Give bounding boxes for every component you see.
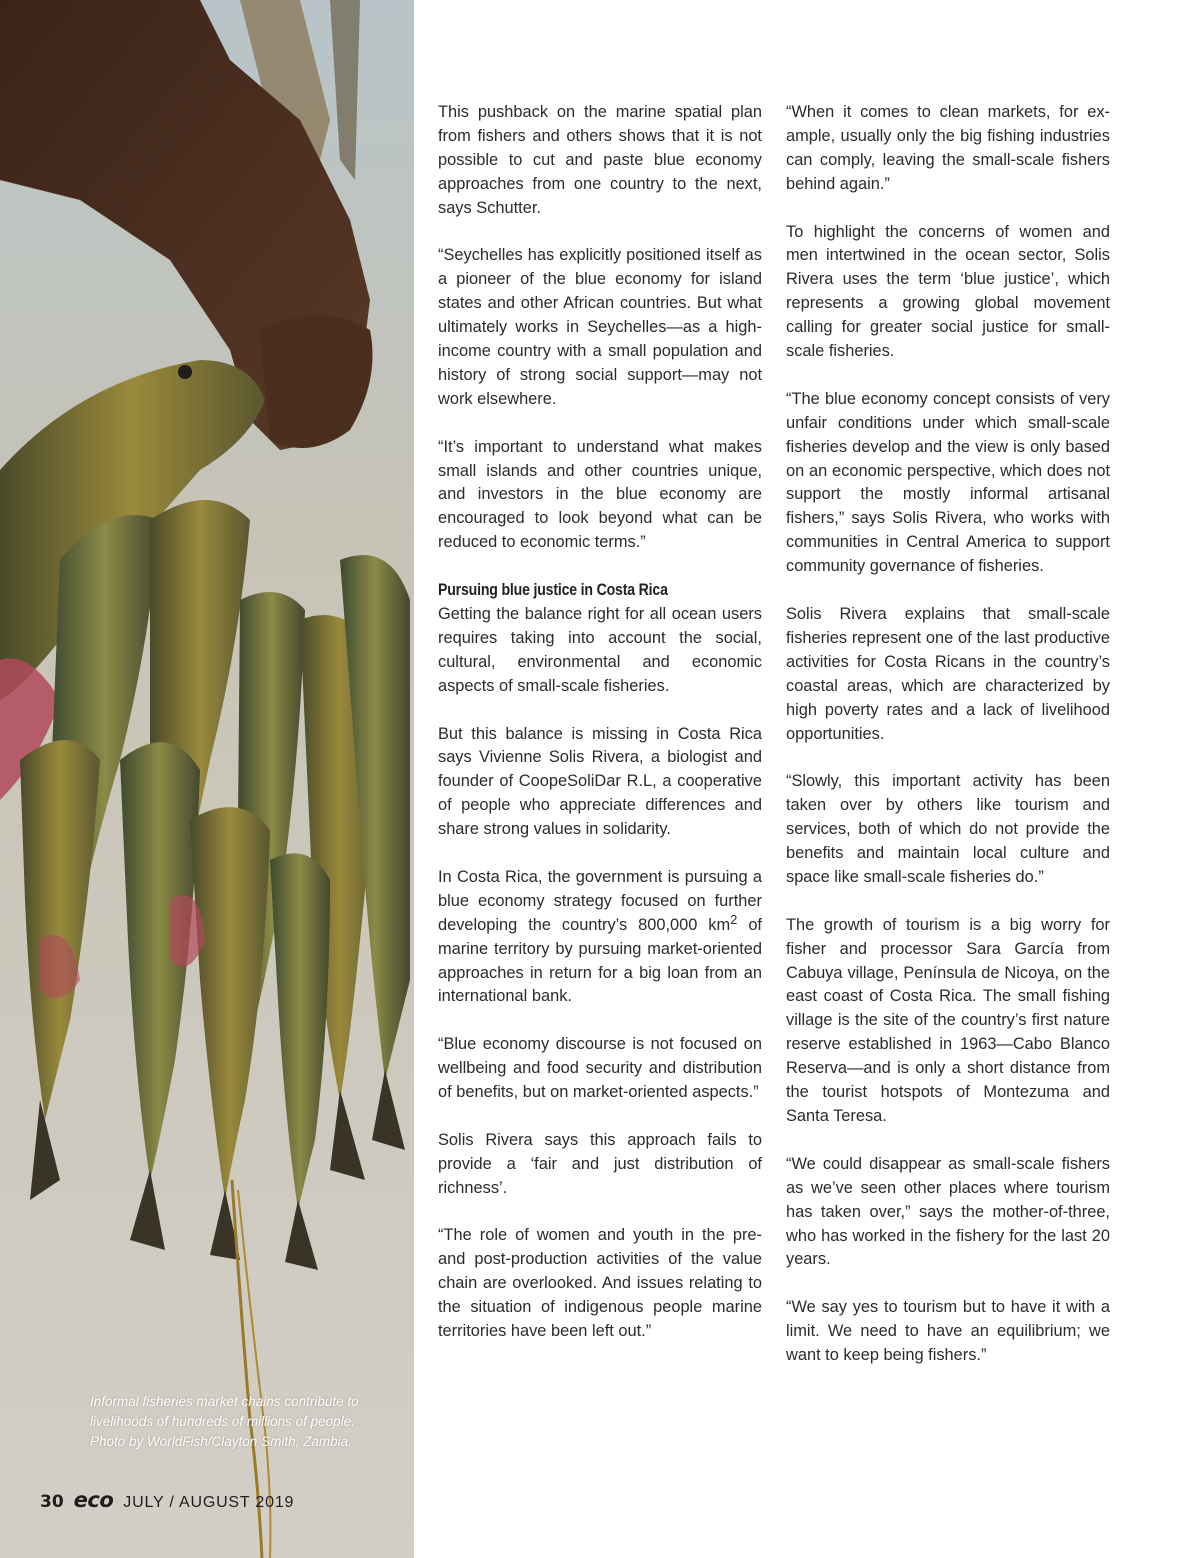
page-footer bbox=[40, 1488, 294, 1512]
paragraph: This pushback on the marine spatial plan from fishers and others shows that it is not possible to cut and paste blue economy approaches from one country to the next, says Schutter. bbox=[438, 103, 762, 217]
page-number: 30 bbox=[40, 1492, 64, 1512]
paragraph: “We say yes to tourism but to have it with a limit. We need to have an equilibrium; we want to keep being fishers.” bbox=[786, 1298, 1110, 1365]
paragraph: “The blue economy concept consists of very unfair conditions under which small-scale fisheries develop and the view is only based on an economic perspective, which does not support the mostly informal artisanal fishers,” says Solis Rivera, who works with communities in Central America to support community governance of fisheries. bbox=[786, 389, 1110, 576]
right-text-column bbox=[786, 101, 1110, 1368]
left-text-column bbox=[438, 101, 762, 1344]
section-heading: Pursuing blue justice in Costa Rica bbox=[438, 581, 668, 600]
photo-caption bbox=[90, 1392, 400, 1452]
paragraph-text: In Costa Rica, the government is pursuing a blue economy strategy focused on further developing the country’s 800,000 km bbox=[438, 867, 762, 934]
paragraph bbox=[438, 866, 762, 1009]
paragraph-text: of marine territory by pursuing market-oriented approaches in return for a big loan from an international bank. bbox=[438, 915, 762, 1006]
paragraph: “Blue economy discourse is not focused on wellbeing and food security and distribution of benefits, but on market-oriented aspects.” bbox=[438, 1035, 762, 1102]
paragraph: “Slowly, this important activity has been taken over by others like tourism and services, both of which do not provide the benefits and maintain local culture and space like small-scale fisheries do.” bbox=[786, 772, 1110, 886]
paragraph: The growth of tourism is a big worry for fisher and processor Sara García from Cabuya village, Península de Nicoya, on the east coast of Costa Rica. The small fishing village is the site of the country’s first nature reserve established in 1963—Cabo Blanco Reserva—and is only a short distance from the tourist hotspots of Montezuma and Santa Teresa. bbox=[786, 915, 1110, 1125]
paragraph: Solis Rivera explains that small-scale fisheries represent one of the last productive activities for Costa Ricans in the country’s coastal areas, which are characterized by high poverty rates and a lack of livelihood opportunities. bbox=[786, 604, 1110, 743]
caption-line: livelihoods of hundreds of millions of people. bbox=[90, 1414, 355, 1429]
paragraph: “The role of women and youth in the pre- and post-production activities of the value chain are overlooked. And issues relating to the situation of indigenous people marine territories have been left out.” bbox=[438, 1226, 762, 1341]
paragraph: Getting the balance right for all ocean users requires taking into account the social, cultural, environmental and economic aspects of small-scale fisheries. bbox=[438, 604, 762, 695]
fish-photo-illustration bbox=[0, 0, 414, 1558]
superscript: 2 bbox=[730, 911, 738, 927]
paragraph: “Seychelles has explicitly positioned itself as a pioneer of the blue economy for island states and other African countries. But what ultimately works in Seychelles—as a high-income country with a small population and history of strong social support—may not work elsewhere. bbox=[438, 246, 762, 408]
issue-date: JULY / AUGUST 2019 bbox=[123, 1494, 295, 1511]
fish-photo bbox=[0, 0, 414, 1558]
caption-line: Informal fisheries market chains contribute to bbox=[90, 1394, 359, 1409]
magazine-logo: eco bbox=[73, 1488, 114, 1512]
caption-line: Photo by WorldFish/Clayton Smith, Zambia. bbox=[90, 1434, 352, 1449]
paragraph: To highlight the concerns of women and men intertwined in the ocean sector, Solis Rivera uses the term ‘blue justice’, which represents a growing global movement calling for greater social justice for small-scale fisheries. bbox=[786, 222, 1110, 361]
paragraph: “It’s important to understand what makes small islands and other countries unique, and investors in the blue economy are encouraged to look beyond what can be reduced to economic terms.” bbox=[438, 437, 762, 552]
paragraph: “When it comes to clean markets, for example, usually only the big fishing industries can comply, leaving the small-scale fishers behind again.” bbox=[786, 103, 1110, 193]
paragraph: Solis Rivera says this approach fails to provide a ‘fair and just distribution of richness’. bbox=[438, 1130, 762, 1197]
paragraph: “We could disappear as small-scale fishers as we’ve seen other places where tourism has taken over,” says the mother-of-three, who has worked in the fishery for the last 20 years. bbox=[786, 1154, 1110, 1269]
paragraph: But this balance is missing in Costa Rica says Vivienne Solis Rivera, a biologist and founder of CoopeSoliDar R.L, a cooperative of people who appreciate differences and share strong values in solidarity. bbox=[438, 724, 762, 839]
